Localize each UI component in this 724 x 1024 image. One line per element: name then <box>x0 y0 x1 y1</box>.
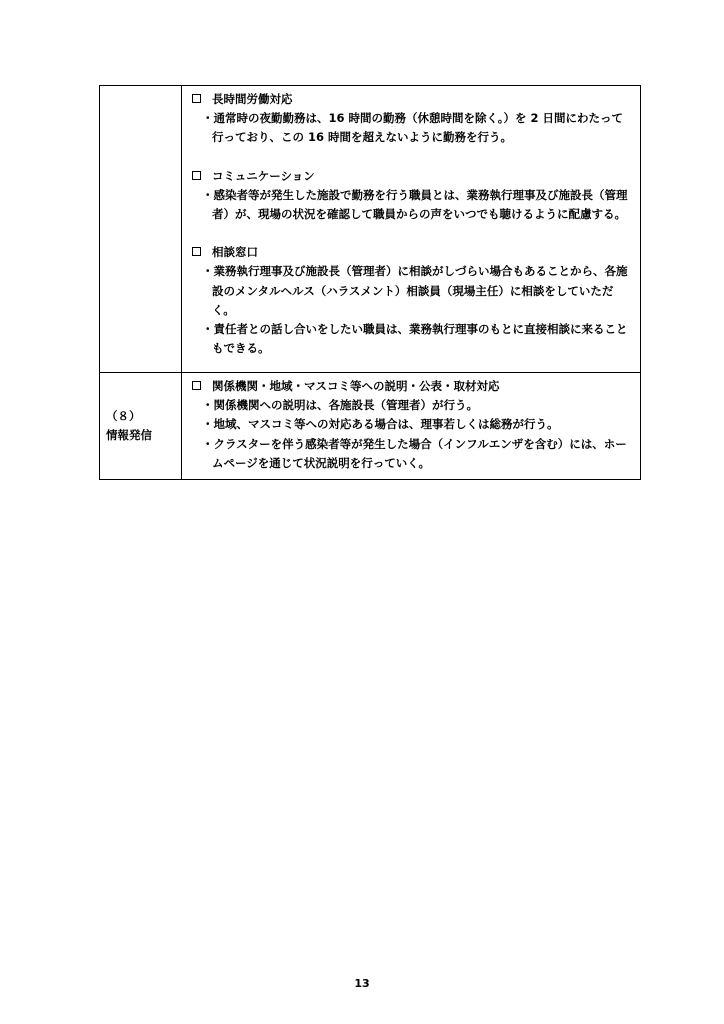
bullet: ・ <box>202 111 214 126</box>
section-heading-long-hours <box>190 90 632 109</box>
list-item-text: 関係機関への説明は、各施設長（管理者）が行う。 <box>213 398 478 413</box>
checkbox-icon <box>192 171 201 180</box>
list-item <box>190 186 632 224</box>
list-item <box>190 109 632 147</box>
section-title: 長時間労働対応 <box>212 92 293 106</box>
list-item-text: 通常時の夜勤勤務は、16 時間の勤務（休憩時間を除く。）を 2 日間にわたって行っており、この 16 時間を超えないように勤務を行う。 <box>212 111 624 145</box>
row-label-title: 情報発信 <box>106 428 152 442</box>
section-heading-consultation <box>190 243 632 262</box>
bullet: ・ <box>202 264 214 279</box>
bullet: ・ <box>202 436 214 451</box>
row-label-number: （８） <box>106 409 141 423</box>
document-table <box>99 85 641 480</box>
bullet: ・ <box>202 417 214 432</box>
row-label-cell <box>100 373 182 480</box>
row-label-cell-empty <box>100 86 182 373</box>
section-title: 相談窓口 <box>212 245 258 260</box>
bullet: ・ <box>202 187 214 202</box>
list-item-text: 感染者等が発生した施設で勤務を行う職員とは、業務執行理事及び施設長（管理者）が、現場の状況を確認して職員からの声をいつでも聴けるように配慮する。 <box>212 187 628 222</box>
page-number: 13 <box>354 977 370 990</box>
checkbox-icon <box>192 247 201 256</box>
bullet: ・ <box>202 398 214 413</box>
table-row <box>100 86 641 373</box>
row-content-cell <box>182 86 641 373</box>
list-item-text: 業務執行理事及び施設長（管理者）に相談がしづらい場合もあることから、各施設のメンタルヘルス（ハラスメント）相談員（現場主任）に相談をしていただく。 <box>212 264 628 317</box>
list-item <box>190 396 632 415</box>
checkbox-icon <box>192 94 201 103</box>
checkbox-icon <box>192 381 201 390</box>
list-item <box>190 435 632 473</box>
section-heading-communication <box>190 167 632 186</box>
section-title: 関係機関・地域・マスコミ等への説明・公表・取材対応 <box>212 379 500 393</box>
table-row <box>100 373 641 480</box>
list-item <box>190 320 632 358</box>
list-item-text: 地域、マスコミ等への対応ある場合は、理事若しくは総務が行う。 <box>213 417 559 432</box>
section-title: コミュニケーション <box>212 168 315 183</box>
row-content-cell <box>182 373 641 480</box>
list-item-text: 責任者との話し合いをしたい職員は、業務執行理事のもとに直接相談に来ることもできる。 <box>212 322 628 356</box>
list-item <box>190 415 632 434</box>
bullet: ・ <box>202 322 214 337</box>
list-item <box>190 262 632 320</box>
list-item-text: クラスターを伴う感染者等が発生した場合（インフルエンザを含む）には、ホームページを通じて状況説明を行っていく。 <box>212 436 627 470</box>
section-heading-information <box>190 377 632 396</box>
